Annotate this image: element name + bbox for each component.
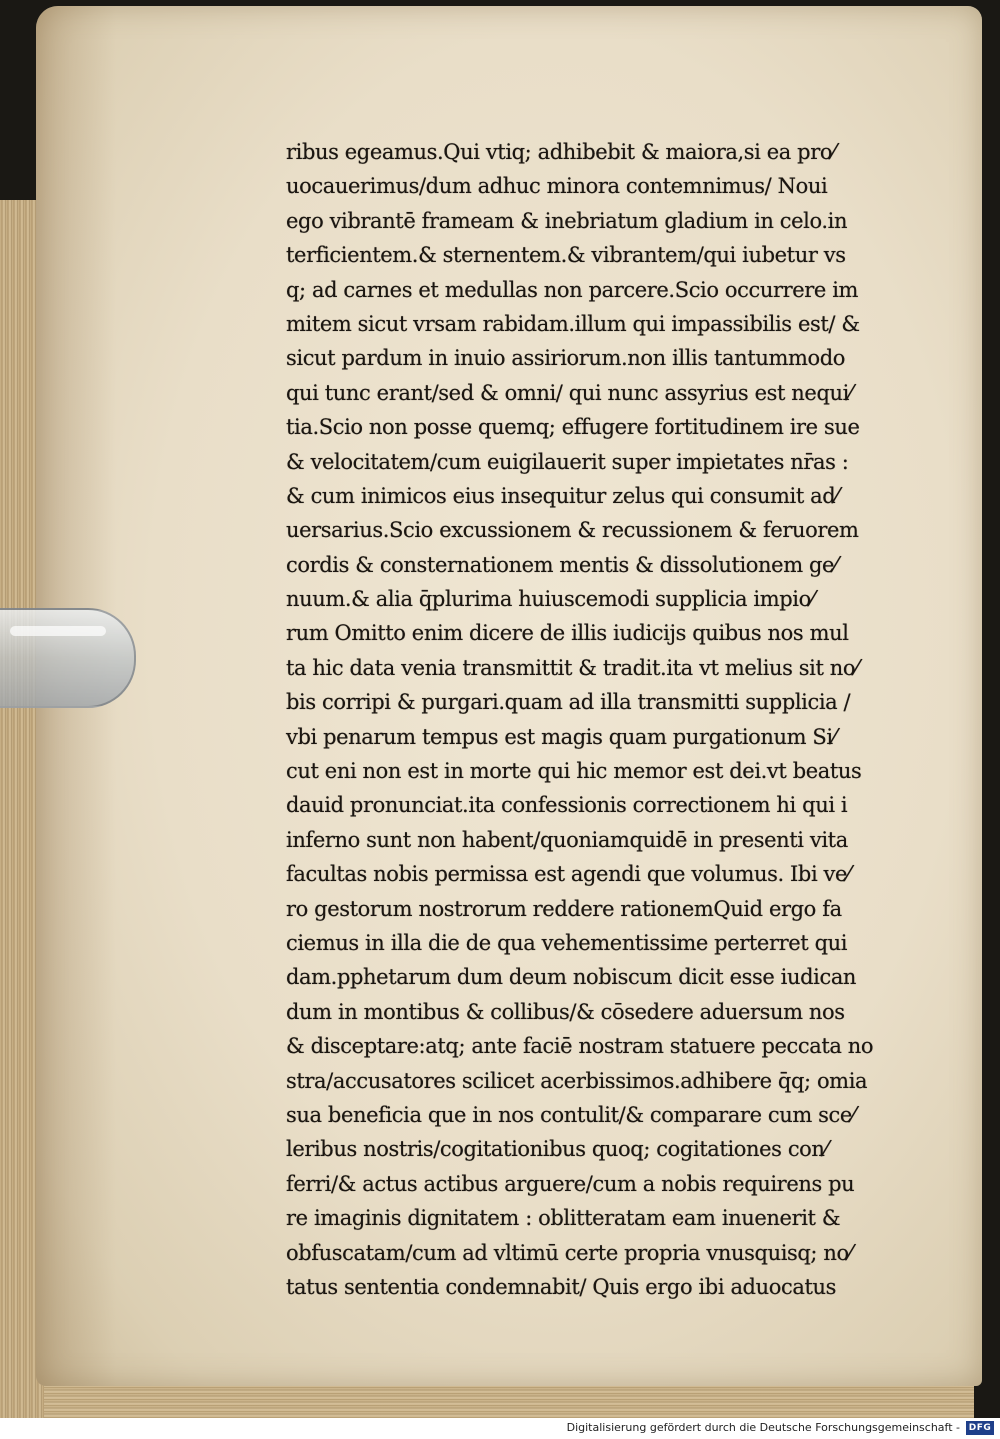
text-line: & cum inimicos eius insequitur zelus qui consumit ad⁄	[286, 483, 839, 508]
text-line: rum Omitto enim dicere de illis iudicijs quibus nos mul	[286, 621, 849, 646]
text-line: bis corripi & purgari.quam ad illa transmitti supplicia /	[286, 690, 851, 715]
text-line: uocauerimus/dum adhuc minora contemnimus/ Noui	[286, 174, 828, 199]
text-line: & disceptare:atq; ante faciē nostram statuere peccata no	[286, 1034, 874, 1059]
text-line: tia.Scio non posse quemq; effugere fortitudinem ire sue	[286, 415, 860, 440]
text-line: terficientem.& sternentem.& vibrantem/qui iubetur vs	[286, 243, 846, 268]
text-line: dam.pphetarum dum deum nobiscum dicit esse iudican	[286, 965, 857, 990]
printed-text-block	[286, 135, 926, 1304]
text-line: sicut pardum in inuio assiriorum.non illis tantummodo	[286, 346, 845, 371]
text-line: cut eni non est in morte qui hic memor est dei.vt beatus	[286, 759, 862, 784]
text-line: ciemus in illa die de qua vehementissime perterret qui	[286, 930, 848, 955]
text-line: tatus sententia condemnabit/ Quis ergo ibi aduocatus	[286, 1274, 836, 1299]
text-line: re imaginis dignitatem : oblitteratam eam inuenerit &	[286, 1206, 841, 1231]
text-line: ro gestorum nostrorum reddere rationemQuid ergo fa	[286, 896, 842, 921]
text-line: nuum.& alia q̄plurima huiuscemodi supplicia impio⁄	[286, 587, 814, 612]
text-line: vbi penarum tempus est magis quam purgationum Si⁄	[286, 724, 836, 749]
text-line: dauid pronunciat.ita confessionis correctionem hi qui i	[286, 793, 848, 818]
text-line: cordis & consternationem mentis & dissolutionem ge⁄	[286, 552, 838, 577]
text-line: q; ad carnes et medullas non parcere.Scio occurrere im	[286, 277, 859, 302]
dfg-logo: DFG	[966, 1421, 994, 1435]
text-line: & velocitatem/cum euigilauerit super impietates nr̄as :	[286, 449, 849, 474]
text-line: ta hic data venia transmittit & tradit.ita vt melius sit no⁄	[286, 655, 859, 680]
text-line: mitem sicut vrsam rabidam.illum qui impassibilis est/ &	[286, 311, 860, 336]
text-line: qui tunc erant/sed & omni/ qui nunc assyrius est nequi⁄	[286, 380, 853, 405]
clip-highlight	[10, 626, 106, 636]
text-line: obfuscatam/cum ad vltimū certe propria vnusquisq; no⁄	[286, 1240, 852, 1265]
text-line: inferno sunt non habent/quoniamquidē in presenti vita	[286, 827, 848, 852]
digitization-footer	[0, 1418, 1000, 1439]
text-line: uersarius.Scio excussionem & recussionem & feruorem	[286, 518, 859, 543]
text-line: leribus nostris/cogitationibus quoq; cogitationes con⁄	[286, 1137, 828, 1162]
text-line: ego vibrantē frameam & inebriatum gladium in celo.in	[286, 208, 848, 233]
text-line: sua beneficia que in nos contulit/& comparare cum sce⁄	[286, 1102, 856, 1127]
text-line: stra/accusatores scilicet acerbissimos.adhibere q̄q; omia	[286, 1068, 868, 1093]
text-line: dum in montibus & collibus/& cōsedere aduersum nos	[286, 999, 845, 1024]
text-line: facultas nobis permissa est agendi que volumus. Ibi ve⁄	[286, 862, 851, 887]
funding-credit-text: Digitalisierung gefördert durch die Deutsche Forschungsgemeinschaft -	[566, 1421, 960, 1434]
text-line: ferri/& actus actibus arguere/cum a nobis requirens pu	[286, 1171, 855, 1196]
text-line: ribus egeamus.Qui vtiq; adhibebit & maiora,si ea pro⁄	[286, 140, 836, 164]
book-clip	[0, 608, 136, 708]
